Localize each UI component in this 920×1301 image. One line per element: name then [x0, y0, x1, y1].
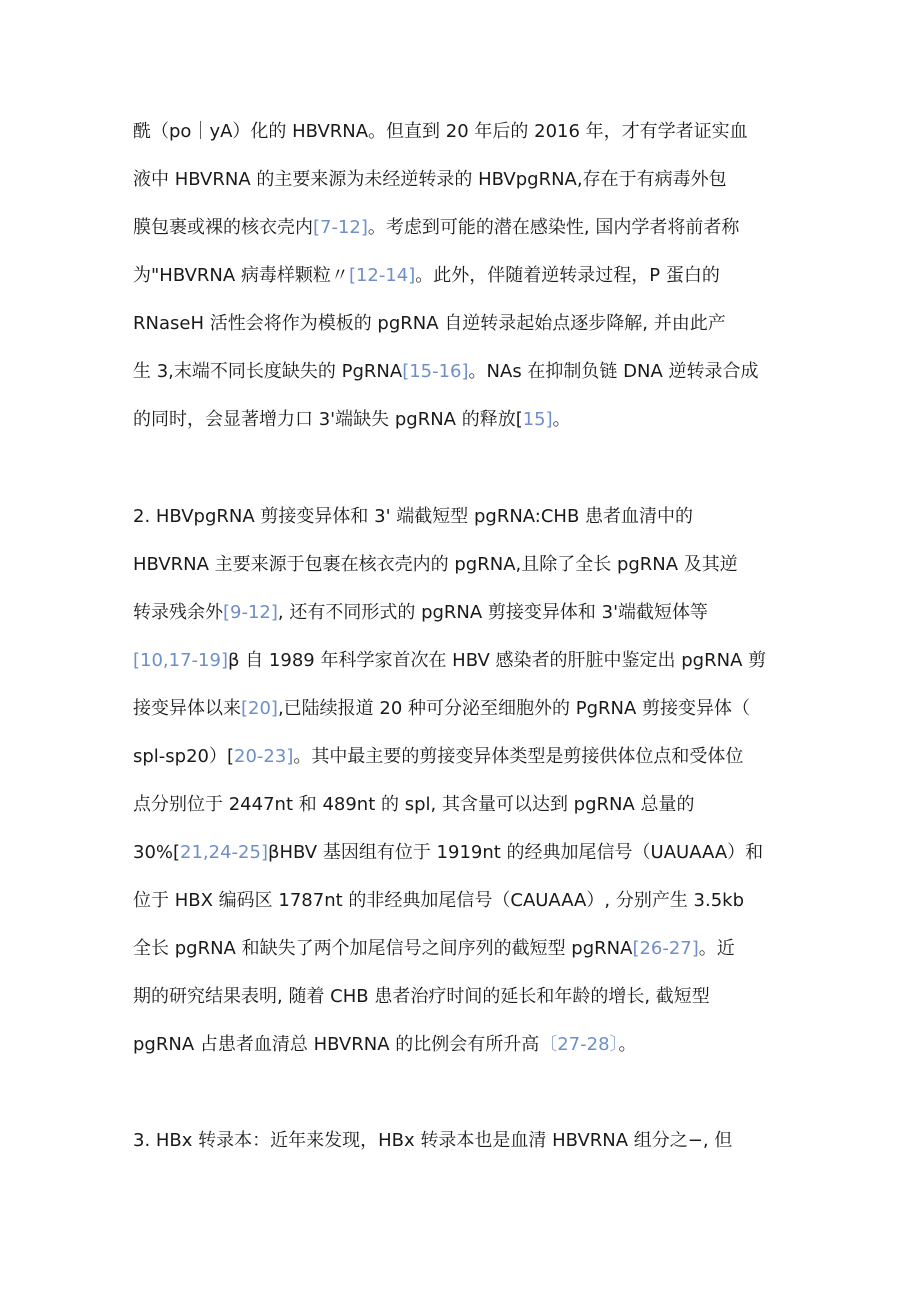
text-run: 。 [552, 409, 571, 430]
text-line [133, 352, 793, 392]
citation-ref: [9-12] [223, 602, 278, 623]
text-line [133, 256, 793, 296]
text-line [133, 881, 793, 921]
text-line [133, 641, 793, 681]
text-run: , 还有不同形式的 pgRNA 剪接变异体和 3'端截短体等 [277, 602, 709, 623]
citation-ref: [7-12] [313, 217, 368, 238]
text-run: 点分别位于 2447nt 和 489nt 的 spl, 其含量可以达到 pgRNA 总量的 [133, 794, 695, 815]
text-run: 30%[ [133, 842, 181, 863]
text-run: spl-sp20）[ [133, 746, 235, 767]
text-run: 生 3,末端不同长度缺失的 PgRNA [133, 361, 403, 382]
text-line [133, 1121, 793, 1161]
text-run: RNaseH 活性会将作为模板的 pgRNA 自逆转录起始点逐步降解, 并由此产 [133, 313, 726, 334]
text-run: HBVRNA 主要来源于包裹在核衣壳内的 pgRNA,且除了全长 pgRNA 及其逆 [133, 554, 738, 575]
citation-ref: [15-16] [402, 361, 469, 382]
text-line [133, 737, 793, 777]
text-run: pgRNA 占患者血清总 HBVRNA 的比例会有所升高 [133, 1034, 540, 1055]
text-run: 为"HBVRNA 病毒样颗粒〃 [133, 265, 349, 286]
text-run: 。考虑到可能的潜在感染性, 国内学者将前者称 [367, 217, 740, 238]
text-line [133, 208, 793, 248]
text-line [133, 545, 793, 585]
text-line [133, 689, 793, 729]
text-line [133, 785, 793, 825]
text-run: 全长 pgRNA 和缺失了两个加尾信号之间序列的截短型 pgRNA [133, 938, 633, 959]
text-line [133, 977, 793, 1017]
text-run: 2. HBVpgRNA 剪接变异体和 3' 端截短型 pgRNA:CHB 患者血清中的 [133, 506, 694, 527]
text-run: βHBV 基因组有位于 1919nt 的经典加尾信号（UAUAAA）和 [267, 842, 764, 863]
text-line [133, 593, 793, 633]
citation-ref: [20] [241, 698, 278, 719]
text-run: 酰（po｜yA）化的 HBVRNA。但直到 20 年后的 2016 年，才有学者证实血 [133, 121, 748, 142]
text-line [133, 112, 793, 152]
text-line [133, 497, 793, 537]
text-run: 接变异体以来 [133, 698, 241, 719]
text-run: 。其中最主要的剪接变异体类型是剪接供体位点和受体位 [293, 746, 744, 767]
text-run: 3. HBx 转录本：近年来发现，HBx 转录本也是血清 HBVRNA 组分之−, 但 [133, 1130, 733, 1151]
citation-ref: [10,17-19] [133, 650, 228, 671]
citation-ref: 21,24-25] [180, 842, 268, 863]
text-line [133, 833, 793, 873]
text-run: 位于 HBX 编码区 1787nt 的非经典加尾信号（CAUAAA）, 分别产生 3.5kb [133, 890, 745, 911]
text-line [133, 304, 793, 344]
text-run: 膜包裹或裸的核衣壳内 [133, 217, 313, 238]
text-line [133, 400, 793, 440]
text-run: β 自 1989 年科学家首次在 HBV 感染者的肝脏中鉴定出 pgRNA 剪 [227, 650, 767, 671]
text-run: 液中 HBVRNA 的主要来源为未经逆转录的 HBVpgRNA,存在于有病毒外包 [133, 169, 727, 190]
text-run: 期的研究结果表明, 随着 CHB 患者治疗时间的延长和年龄的增长, 截短型 [133, 986, 710, 1007]
citation-ref: [12-14] [348, 265, 416, 286]
text-line [133, 929, 793, 969]
citation-ref: 〔27-28〕 [539, 1034, 619, 1055]
text-run: 的同时，会显著增力口 3'端缺失 pgRNA 的释放[ [133, 409, 523, 430]
citation-ref: 15] [522, 409, 553, 430]
text-line [133, 1025, 793, 1065]
text-run: 转录残余外 [133, 602, 223, 623]
citation-ref: [26-27] [632, 938, 699, 959]
text-line [133, 160, 793, 200]
text-run: 。此外，伴随着逆转录过程，P 蛋白的 [415, 265, 720, 286]
text-run: 。 [618, 1034, 637, 1055]
citation-ref: 20-23] [234, 746, 294, 767]
text-run: 。近 [698, 938, 735, 959]
text-run: 。NAs 在抑制负链 DNA 逆转录合成 [468, 361, 759, 382]
text-run: ,已陆续报道 20 种可分泌至细胞外的 PgRNA 剪接变异体（ [277, 698, 751, 719]
